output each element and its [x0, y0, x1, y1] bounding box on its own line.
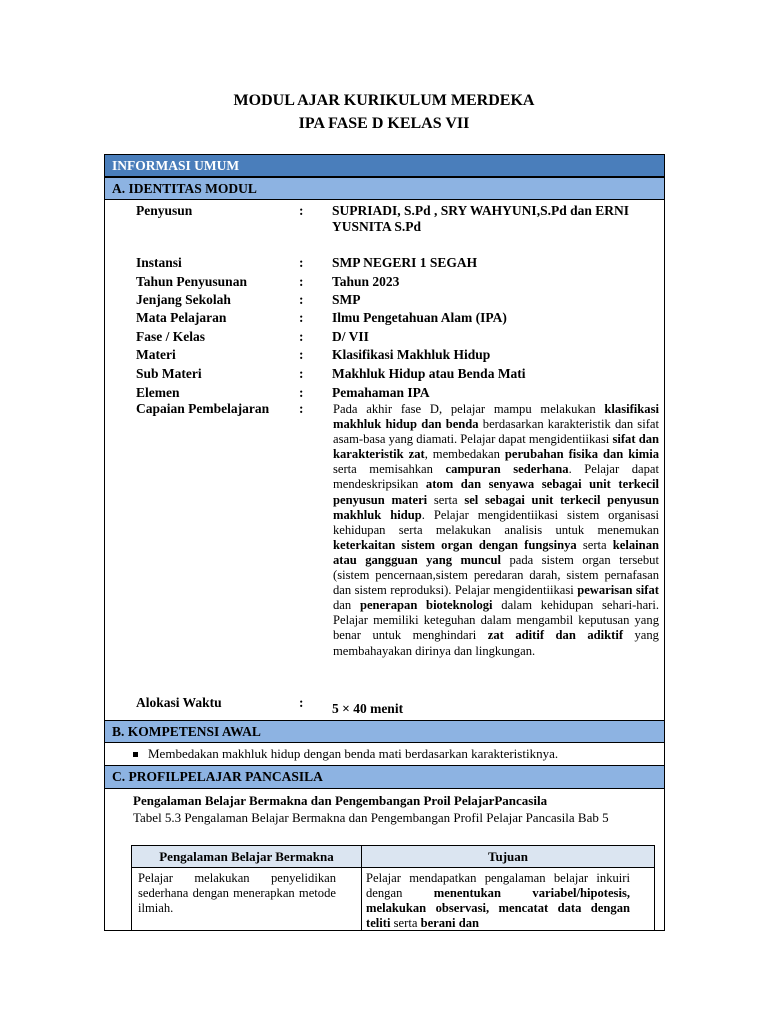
- label-materi: Materi: [136, 347, 176, 362]
- value-tahun: Tahun 2023: [332, 274, 400, 289]
- colon: :: [299, 401, 304, 416]
- capaian-text-run: keterkaitan sistem organ dengan fungsinya: [333, 537, 577, 552]
- value-alokasi: 5 × 40 menit: [332, 701, 404, 716]
- capaian-text-run: serta: [576, 537, 613, 552]
- label-instansi: Instansi: [136, 255, 182, 270]
- tujuan-text-run: menentukan variabel/hipotesis, melakukan observasi, mencatat data dengan teliti: [366, 886, 631, 930]
- colon: :: [299, 695, 304, 710]
- colon: :: [299, 203, 304, 218]
- capaian-text-run: yang membahayakan dirinya dan lingkungan.: [333, 628, 659, 658]
- capaian-text-run: klasifikasi makhluk hidup dan benda: [333, 402, 659, 432]
- label-elemen: Elemen: [136, 385, 180, 400]
- label-penyusun: Penyusun: [136, 203, 193, 218]
- profil-heading: Pengalaman Belajar Bermakna dan Pengembangan Proil PelajarPancasila: [133, 793, 548, 808]
- colon: :: [299, 292, 304, 307]
- section-identitas-modul: A. IDENTITAS MODUL: [104, 177, 665, 200]
- value-submateri: Makhluk Hidup atau Benda Mati: [332, 366, 526, 381]
- capaian-text-run: perubahan fisika dan kimia: [504, 447, 659, 462]
- bullet-square-icon: [133, 752, 138, 757]
- document-subtitle: IPA FASE D KELAS VII: [298, 115, 470, 132]
- capaian-text-run: dan: [333, 598, 360, 613]
- capaian-text-run: , membedakan: [424, 447, 505, 462]
- kompetensi-item: [133, 746, 558, 762]
- value-materi: Klasifikasi Makhluk Hidup: [332, 347, 491, 362]
- value-penyusun: SUPRIADI, S.Pd , SRY WAHYUNI,S.Pd dan ERNI YUSNITA S.Pd: [332, 203, 629, 234]
- label-alokasi: Alokasi Waktu: [136, 695, 222, 710]
- table-cell-pengalaman: Pelajar melakukan penyelidikan sederhana dengan menerapkan metode ilmiah.: [138, 871, 336, 915]
- tujuan-text-run: berani dan: [420, 916, 479, 930]
- capaian-text-run: pada sistem organ tersebut (sistem pencernaan,sistem peredaran darah, sistem pernafasan dan sistem reproduksi). Pelajar mengidentiikasi: [333, 552, 659, 598]
- capaian-text-run: sifat dan karakteristik zat: [333, 432, 659, 462]
- value-fase: D/ VII: [332, 329, 369, 344]
- section-kompetensi-awal: B. KOMPETENSI AWAL: [104, 720, 665, 743]
- label-submateri: Sub Materi: [136, 366, 202, 381]
- capaian-text-run: kelainan atau gangguan yang muncul: [333, 537, 659, 567]
- value-jenjang: SMP: [332, 292, 361, 307]
- page-bottom-rule: [104, 930, 665, 931]
- capaian-text-run: dalam kehidupan sehari-hari. Pelajar memiliki keteguhan dalam mengambil keputusan yang benar untuk menghindari: [333, 598, 659, 643]
- capaian-text-run: serta: [427, 492, 465, 507]
- colon: :: [299, 255, 304, 270]
- value-elemen: Pemahaman IPA: [332, 385, 430, 400]
- capaian-pembelajaran-text: [333, 402, 659, 659]
- colon: :: [299, 310, 304, 325]
- table-header-tujuan: Tujuan: [361, 845, 655, 868]
- colon: :: [299, 274, 304, 289]
- colon: :: [299, 366, 304, 381]
- colon: :: [299, 329, 304, 344]
- table-caption: Tabel 5.3 Pengalaman Belajar Bermakna dan Pengembangan Profil Pelajar Pancasila Bab 5: [133, 810, 609, 825]
- capaian-text-run: sel sebagai unit terkecil penyusun makhluk hidup: [333, 492, 659, 522]
- capaian-text-run: . Pelajar mengidentiikasi sistem organisasi kehidupan serta melakukan analisis untuk menemukan: [333, 507, 659, 537]
- capaian-text-run: zat aditif dan adiktif: [487, 628, 624, 643]
- value-instansi: SMP NEGERI 1 SEGAH: [332, 255, 478, 270]
- capaian-text-run: pewarisan sifat: [577, 583, 659, 598]
- document-title: MODUL AJAR KURIKULUM MERDEKA: [233, 92, 535, 109]
- table-header-pengalaman: Pengalaman Belajar Bermakna: [131, 845, 362, 868]
- capaian-text-run: campuran sederhana: [445, 462, 569, 477]
- tujuan-text-run: serta: [390, 916, 421, 930]
- capaian-text-run: penerapan bioteknologi: [359, 598, 493, 613]
- table-divider: [361, 868, 362, 931]
- section-informasi-umum: INFORMASI UMUM: [104, 154, 665, 177]
- capaian-text-run: serta memisahkan: [333, 462, 446, 477]
- tujuan-text-run: Pelajar mendapatkan pengalaman belajar inkuiri dengan: [366, 871, 630, 900]
- capaian-text-run: . Pelajar dapat mendeskripsikan: [333, 462, 659, 492]
- label-jenjang: Jenjang Sekolah: [136, 292, 231, 307]
- colon: :: [299, 385, 304, 400]
- capaian-text-run: berdasarkan karakteristik dan sifat asam-basa yang diamati. Pelajar dapat mengidentiikasi: [333, 417, 659, 447]
- label-capaian: Capaian Pembelajaran: [136, 401, 270, 416]
- colon: :: [299, 347, 304, 362]
- label-tahun: Tahun Penyusunan: [136, 274, 247, 289]
- label-mapel: Mata Pelajaran: [136, 310, 227, 325]
- label-fase: Fase / Kelas: [136, 329, 205, 344]
- section-profil-pancasila: C. PROFILPELAJAR PANCASILA: [104, 765, 665, 789]
- kompetensi-item-text: Membedakan makhluk hidup dengan benda mati berdasarkan karakteristiknya.: [148, 746, 559, 761]
- value-mapel: Ilmu Pengetahuan Alam (IPA): [332, 310, 507, 325]
- capaian-text-run: atom dan senyawa sebagai unit terkecil penyusun materi: [333, 477, 659, 507]
- table-cell-tujuan: [366, 871, 630, 931]
- capaian-text-run: Pada akhir fase D, pelajar mampu melakukan: [333, 402, 605, 416]
